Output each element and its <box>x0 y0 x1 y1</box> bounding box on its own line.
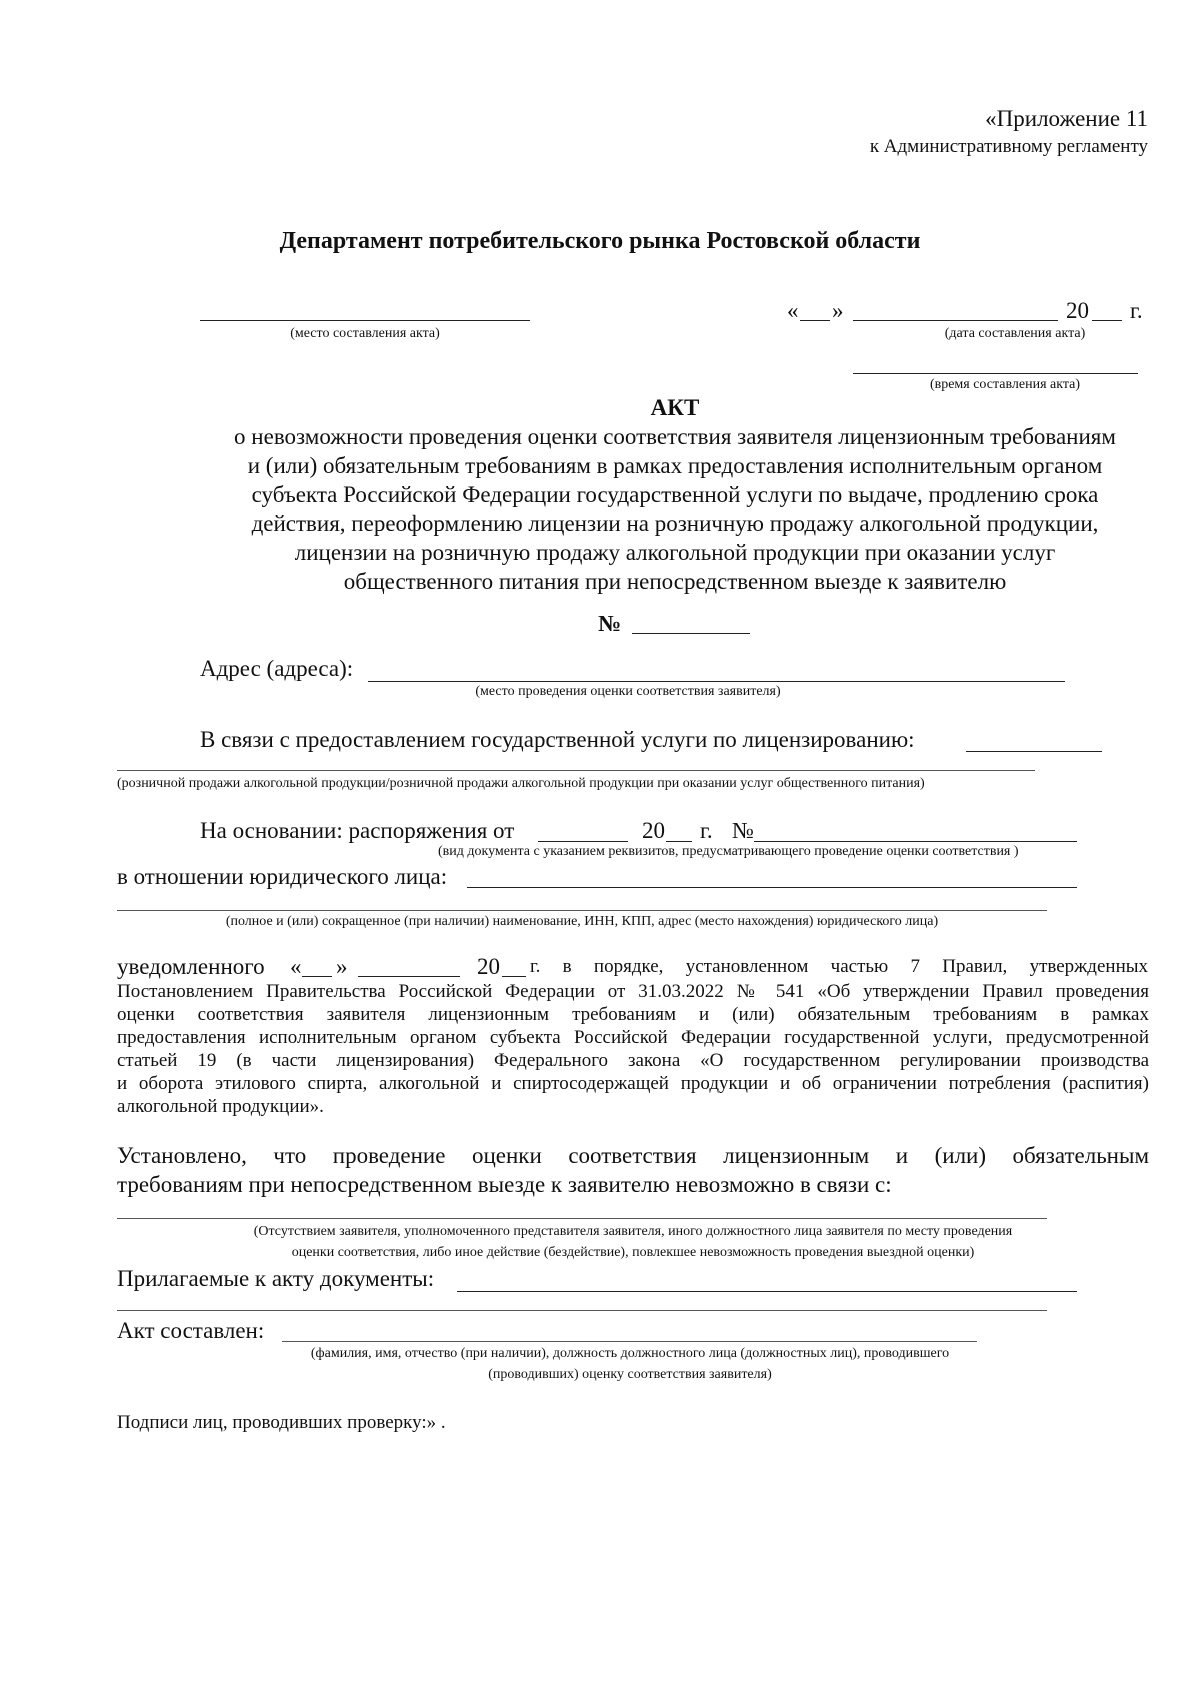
established-line-1: Установлено, что проведение оценки соответствия лицензионным и (или) обязательным <box>117 1143 1149 1168</box>
notified-year-prefix: 20 <box>477 954 500 979</box>
entity-field-line-2[interactable] <box>117 910 1047 911</box>
entity-caption: (полное и (или) сокращенное (при наличии) наименование, ИНН, КПП, адрес (место нахождения) юридического лица) <box>225 914 939 929</box>
compiled-caption-1: (фамилия, имя, отчество (при наличии), должность должностного лица (должностных лиц), проводившего <box>310 1346 950 1361</box>
established-caption-2: оценки соответствия, либо иное действие (бездействие), повлекшее невозможность проведения выездной оценки) <box>291 1245 975 1260</box>
appendix-title: «Приложение 11 <box>985 106 1148 131</box>
date-month-line[interactable] <box>853 320 1058 321</box>
act-subtitle-line: о невозможности проведения оценки соответствия заявителя лицензионным требованиям <box>234 424 1116 449</box>
notified-day-line[interactable] <box>302 976 332 977</box>
notified-paragraph <box>117 980 1149 1118</box>
appendix-subtitle: к Административному регламенту <box>869 136 1148 157</box>
notified-line: статьей 19 (в части лицензирования) Федерального закона «О государственном регулировании производства <box>117 1050 1149 1071</box>
notified-line-last: алкогольной продукции». <box>117 1096 324 1117</box>
service-field-line[interactable] <box>117 770 1035 771</box>
entity-label: в отношении юридического лица: <box>117 864 448 889</box>
service-caption: (розничной продажи алкогольной продукции/розничной продажи алкогольной продукции при оказании услуг общественного питания) <box>117 776 925 791</box>
entity-field-line[interactable] <box>467 887 1077 888</box>
basis-caption: (вид документа с указанием реквизитов, предусматривающего проведение оценки соответствия ) <box>438 844 1019 859</box>
address-label: Адрес (адреса): <box>200 656 354 681</box>
act-subtitle-line: действия, переоформлению лицензии на розничную продажу алкогольной продукции, <box>251 511 1099 536</box>
basis-year-line[interactable] <box>666 841 692 842</box>
attached-field-line[interactable] <box>457 1291 1077 1292</box>
date-close-quote: » <box>832 298 844 323</box>
address-field-line[interactable] <box>368 681 1065 682</box>
attached-field-line-2[interactable] <box>117 1310 1047 1311</box>
act-subtitle-line: общественного питания при непосредственном выезде к заявителю <box>343 569 1007 594</box>
address-caption: (место проведения оценки соответствия заявителя) <box>475 684 781 699</box>
time-caption: (время составления акта) <box>929 377 1081 392</box>
compiled-field-line[interactable] <box>282 1341 977 1342</box>
established-line-2: требованиям при непосредственном выезде к заявителю невозможно в связи с: <box>117 1172 892 1197</box>
date-year-prefix: 20 <box>1066 298 1089 323</box>
date-caption: (дата составления акта) <box>944 326 1086 341</box>
basis-number-line[interactable] <box>754 841 1077 842</box>
notified-close-quote: » <box>336 954 348 979</box>
notified-word: уведомленного <box>117 954 265 979</box>
notified-line: предоставления исполнительным органом субъекта Российской Федерации государственной услуги, предусмотренной <box>117 1027 1149 1048</box>
notified-line: и оборота этилового спирта, алкогольной и спиртосодержащей продукции и об ограничении потребления (распития) <box>117 1073 1149 1094</box>
date-year-line[interactable] <box>1092 320 1122 321</box>
compiled-caption-2: (проводивших) оценку соответствия заявителя) <box>488 1367 772 1382</box>
basis-year-prefix: 20 <box>642 818 665 843</box>
basis-number-label: № <box>732 818 754 843</box>
date-day-line[interactable] <box>800 320 830 321</box>
notified-line: оценки соответствия заявителя лицензионным требованиям и (или) обязательным требованиям в рамках <box>117 1004 1149 1025</box>
notified-month-line[interactable] <box>358 976 460 977</box>
act-number-line[interactable] <box>632 633 750 634</box>
date-open-quote: « <box>787 298 799 323</box>
notified-year-line[interactable] <box>502 976 526 977</box>
date-year-suffix: г. <box>1130 298 1143 323</box>
service-field-line-short[interactable] <box>966 751 1102 752</box>
act-subtitle-line: субъекта Российской Федерации государственной услуги по выдаче, продлению срока <box>251 482 1099 507</box>
act-number-label: № <box>598 611 622 636</box>
notified-rest: г. в порядке, установленном частью 7 Правил, утвержденных <box>530 956 1148 977</box>
place-caption: (место составления акта) <box>290 326 440 341</box>
established-field-line[interactable] <box>117 1218 1047 1219</box>
notified-open-quote: « <box>290 954 302 979</box>
compiled-label: Акт составлен: <box>117 1318 265 1343</box>
department-heading: Департамент потребительского рынка Ростовской области <box>279 228 921 254</box>
time-field-line[interactable] <box>853 373 1138 374</box>
service-label: В связи с предоставлением государственной услуги по лицензированию: <box>200 727 915 752</box>
act-subtitle <box>0 422 1200 596</box>
place-field-line[interactable] <box>200 320 530 321</box>
established-caption-1: (Отсутствием заявителя, уполномоченного представителя заявителя, иного должностного лица заявителя по месту проведения <box>253 1224 1013 1239</box>
basis-label: На основании: распоряжения от <box>200 818 515 843</box>
basis-year-suffix: г. <box>700 818 713 843</box>
act-subtitle-line: лицензии на розничную продажу алкогольной продукции при оказании услуг <box>294 540 1056 565</box>
act-subtitle-line: и (или) обязательным требованиям в рамках предоставления исполнительным органом <box>247 453 1103 478</box>
notified-line: Постановлением Правительства Российской Федерации от 31.03.2022 № 541 «Об утверждении Правил проведения <box>117 981 1149 1002</box>
act-title: АКТ <box>650 395 700 420</box>
basis-date-line[interactable] <box>538 841 628 842</box>
attached-label: Прилагаемые к акту документы: <box>117 1266 435 1291</box>
signatures-label: Подписи лиц, проводивших проверку:» . <box>117 1412 446 1433</box>
